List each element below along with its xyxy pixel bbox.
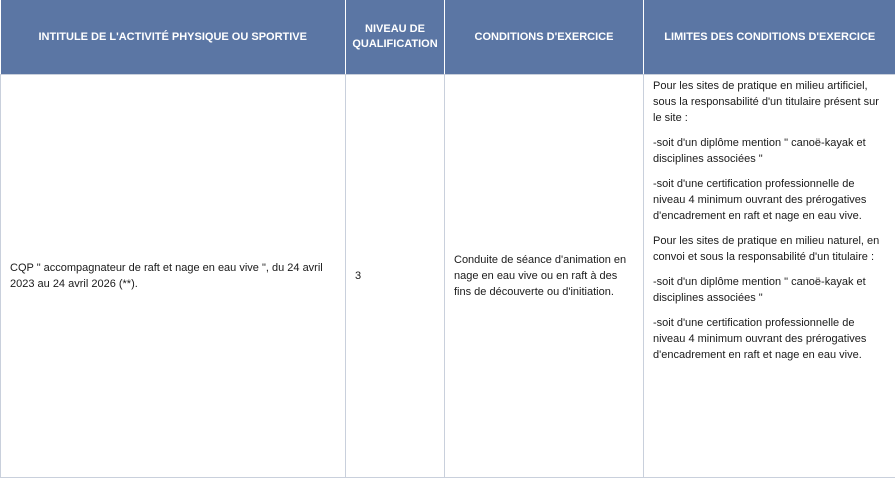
- limites-paragraph: Pour les sites de pratique en milieu artificiel, sous la responsabilité d'un titulaire présent sur le site :: [653, 80, 879, 124]
- table-header-row: [1, 0, 895, 75]
- limites-paragraph: -soit d'un diplôme mention " canoë-kayak et disciplines associées ": [653, 276, 866, 304]
- cell-niveau: 3: [346, 75, 445, 478]
- header-intitule: INTITULE DE L'ACTIVITÉ PHYSIQUE OU SPORTIVE: [1, 0, 346, 75]
- table-row: [1, 75, 895, 478]
- limites-paragraph: -soit d'un diplôme mention " canoë-kayak et disciplines associées ": [653, 137, 866, 165]
- limites-paragraph: -soit d'une certification professionnelle de niveau 4 minimum ouvrant des prérogatives d'encadrement en raft et nage en eau vive.: [653, 178, 867, 222]
- header-limites: LIMITES DES CONDITIONS D'EXERCICE: [644, 0, 895, 75]
- cell-conditions: Conduite de séance d'animation en nage en eau vive ou en raft à des fins de découverte ou d'initiation.: [445, 75, 644, 478]
- limites-paragraph: Pour les sites de pratique en milieu naturel, en convoi et sous la responsabilité d'un titulaire :: [653, 235, 880, 263]
- header-niveau: NIVEAU DE QUALIFICATION: [346, 0, 445, 75]
- limites-paragraph: -soit d'une certification professionnelle de niveau 4 minimum ouvrant des prérogatives d'encadrement en raft et nage en eau vive.: [653, 317, 867, 361]
- cell-limites: [644, 75, 895, 478]
- cell-intitule: CQP " accompagnateur de raft et nage en eau vive ", du 24 avril 2023 au 24 avril 2026 (**).: [1, 75, 346, 478]
- header-conditions: CONDITIONS D'EXERCICE: [445, 0, 644, 75]
